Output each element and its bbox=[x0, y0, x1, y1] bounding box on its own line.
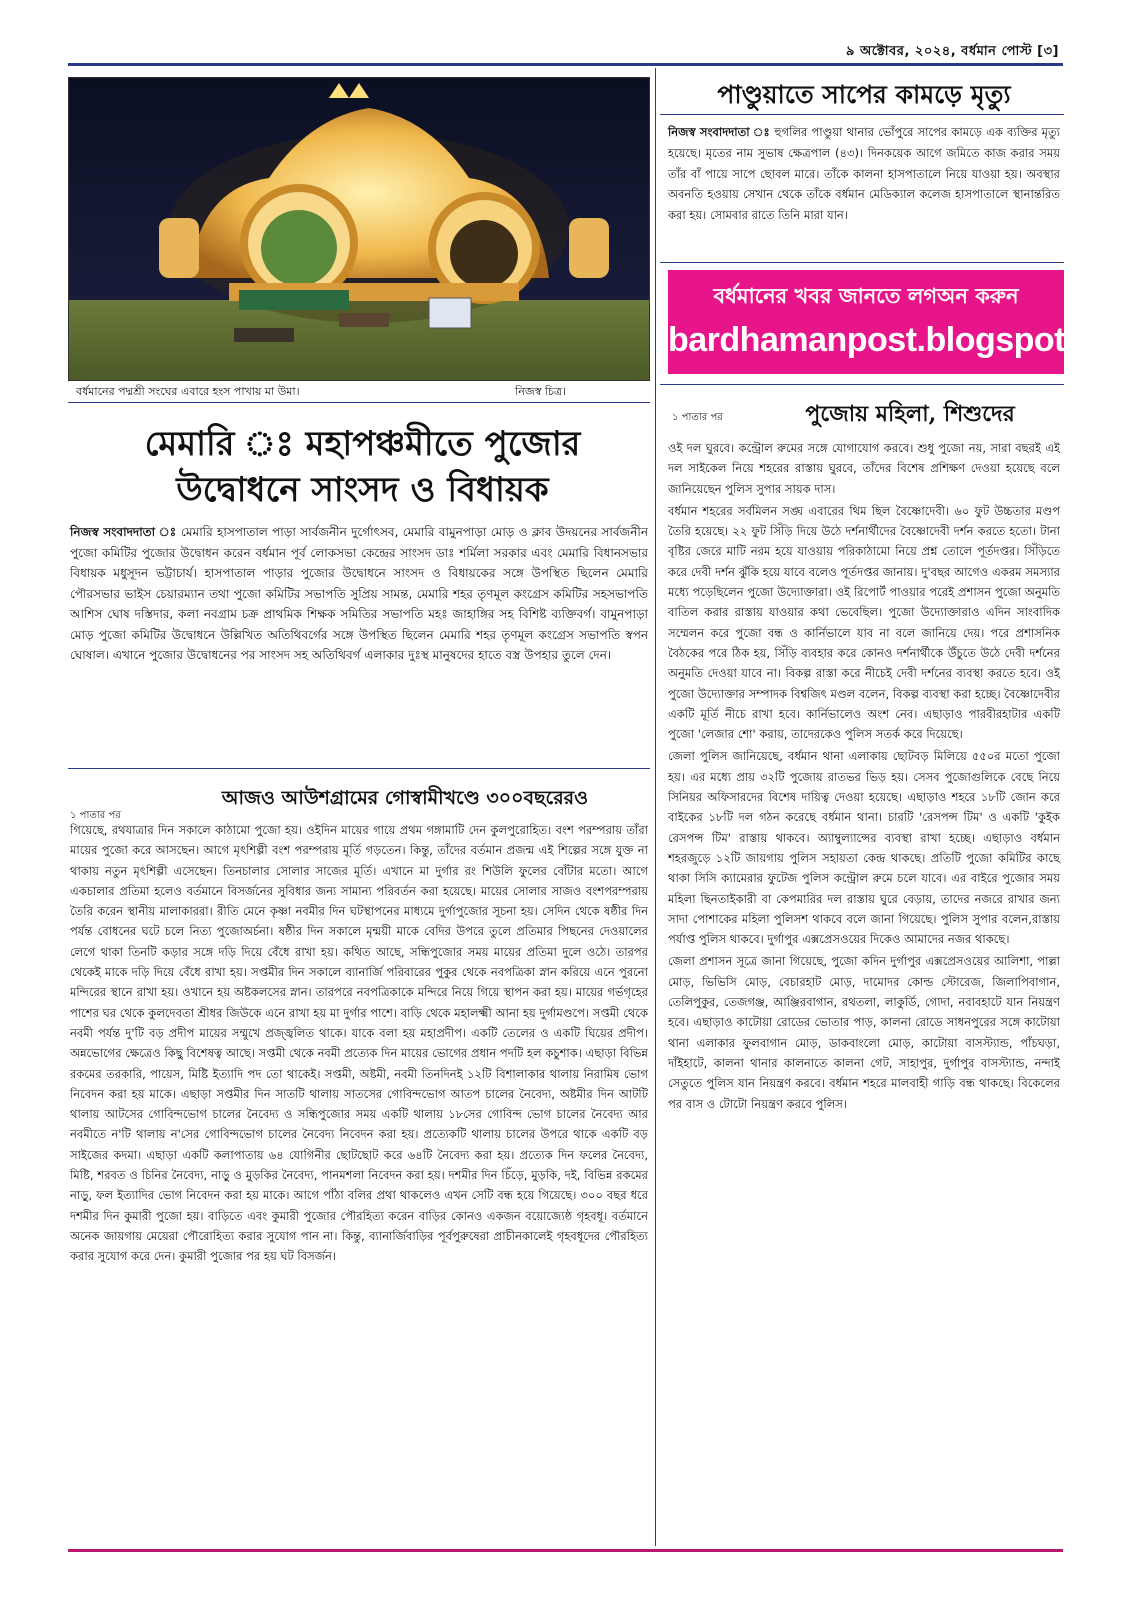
divider bbox=[660, 262, 1064, 263]
story1-body bbox=[70, 522, 648, 666]
divider bbox=[660, 114, 1064, 115]
headline-line: উদ্বোধনে সাংসদ ও বিধায়ক bbox=[176, 470, 549, 510]
pandal-photo bbox=[68, 77, 650, 381]
story1-text: মেমারি হাসপাতাল পাড়া সার্বজনীন দুর্গোৎসব, মেমারি বামুনপাড়া মোড় ও ক্লাব উদয়নের সার্বজনীন পুজো কমিটির পুজোর উদ্বোধন করেন বর্ধমান পূর্ব লোকসভা কেন্দ্রের সাংসদ ডাঃ শর্মিলা সরকার এবং মেমারি বিধানসভার বিধায়ক মধুসূদন ভট্টাচার্য। হাসপাতাল পাড়ার পুজোর উদ্বোধনে সাংসদ ও বিধায়কের সঙ্গে উপস্থিত ছিলেন মেমারি পৌরসভার ভাইস চেয়ারম্যান তথা পুজো কমিটির সভাপতি সুপ্রিয় সামন্ত, মেমারি শহর তৃণমূল কংগ্রেস কমিটির সহসভাপতি আশিস ঘোষ দস্তিদার, কলা নবগ্রাম চক্র প্রাথমিক শিক্ষক সমিতির সভাপতি মহঃ জাহাঙ্গির সহ বিশিষ্ট ব্যক্তিবর্গ। বামুনপাড়া মোড় পুজো কমিটির উদ্বোধনে উল্লিখিত অতিথিবর্গের সঙ্গে উপস্থিত ছিলেন মেমারি শহর তৃণমূল কংগ্রেস সভাপতি স্বপন ঘোষাল। এখানে পুজোর উদ্বোধনের পর সাংসদ সহ অতিথিবর্গ এলাকার দুঃস্থ মানুষদের হাতে বস্ত্র উপহার তুলে দেন। bbox=[70, 525, 648, 662]
paragraph: ওই দল ঘুরবে। কন্ট্রোল রুমের সঙ্গে যোগাযোগ করবে। শুধু পুজো নয়, সারা বছরই এই দল সাইকেল নিয়ে শহরের রাস্তায় ঘুরবে, তাঁদের বিশেষ প্রশিক্ষণ দেওয়া হয়েছে বলে জানিয়েছেন পুলিস সুপার সায়ক দাস। bbox=[668, 441, 1060, 496]
blog-promo-banner[interactable] bbox=[668, 270, 1142, 374]
paragraph: জেলা প্রশাসন সূত্রে জানা গিয়েছে, পুজো কদিন দুর্গাপুর এক্সপ্রেসওয়ের আলিশা, পাল্লা মোড়, ভিভিসি মোড়, বেচারহাট মোড়, দামোদর কোল্ড স্টোরেজ, জিলাপিবাগান, তেলিপুকুর, তেজগঞ্জ, আঞ্জিরবাগান, রথতলা, লাকুর্ডি, গোদা, নবাবহাটে যান নিয়ন্ত্রণ হবে। এছাড়াও কাটোয়া রোডের ভোতার পাড়, কালনা রোডে সাধনপুরের সঙ্গে কাটোয়া থানা এলাকার ফুলবাগান মোড়, ডাকবাংলো মোড়, কাটোয়া বাসস্ট্যান্ড, পাঁচঘড়া, দাঁইহাটে, কালনা থানার কালনাতে কালনা গেট, সাহাপুর, দুর্গাপুর বাসস্ট্যান্ড, নন্দাই সেতুতে পুলিস যান নিয়ন্ত্রণ করবে। বর্ধমান শহরে মালবাহী গাড়ি বন্ধ থাকছে। বিকেলের পর বাস ও টোটো নিয়ন্ত্রণ করবে পুলিস। bbox=[668, 954, 1060, 1111]
divider bbox=[68, 402, 650, 403]
byline: নিজস্ব সংবাদদাতা ঃ bbox=[70, 525, 177, 539]
bottom-rule bbox=[68, 1549, 1063, 1552]
paragraph: জেলা পুলিস জানিয়েছে, বর্ধমান থানা এলাকায় ছোটবড় মিলিয়ে ৫৫০র মতো পুজো হয়। এর মধ্যে প্রায় ৩২টি পুজোয় রাতভর ভিড় হয়। সেসব পুজোগুলিকে বেছে নিয়ে সিনিয়র অফিসারদের বিশেষ দায়িত্ব দেওয়া হয়েছে। এছাড়াও শহরে ১৮টি জোন করে বাইকের ১৮টি দল গঠন করেছে বর্ধমান থানা। চারটি 'রেসপন্স টিম' ও একটি 'কুইক রেসপন্স টিম' রাস্তায় থাকবে। অ্যাম্বুল্যান্সের ব্যবস্থা রাখা হচ্ছে। এছাড়াও বর্ধমান শহরজুড়ে ১২টি জায়গায় পুলিস সহায়তা কেন্দ্র থাকছে। প্রতিটি পুজো কমিটির কাছে থাকা সিসি ক্যামেরার ফুটেজ পুলিস কন্ট্রোল রুমে চলে যাবে। এর বাইরে পুজোর সময় মহিলা ছিনতাইকারী বা কেপমারির দল রাস্তায় ঘুরে বেড়ায়, তাদের নজরে রাখার জন্য সাদা পোশাকের মহিলা পুলিসশ থাকবে বলে জানা গিয়েছে। পুলিস সুপার বলেন,রাস্তায় পর্যাপ্ত পুলিস থাকবে। দুর্গাপুর এক্সপ্রেসওয়ের দিকেও আমাদের নজর থাকছে। bbox=[668, 749, 1060, 947]
divider bbox=[68, 768, 650, 769]
photo-credit: নিজস্ব চিত্র। bbox=[515, 385, 566, 398]
paragraph: বর্ধমান শহরের সর্বমিলন সঙ্ঘ এবারের থিম ছিল বৈষ্ণোদেবী। ৬০ ফুট উচ্চতার মণ্ডপ তৈরি হয়েছে। ২২ ফুট সিঁড়ি দিয়ে উঠে দর্শনার্থীদের বৈষ্ণোদেবী দর্শন করতে হতো। টানা বৃষ্টির জেরে মাটি নরম হয়ে যাওয়ায় পরিকাঠামো নিয়ে প্রশ্ন তোলে পূর্তদপ্তর। সিঁড়িতে করে দেবী দর্শন ঝুঁকি হয়ে যাবে বলেও পূর্তদপ্তর জানায়। দু'বছর আগেও একরম সমস্যার মধ্যে পড়েছিলেন পুজো উদ্যোক্তারা। ওই রিপোর্ট পাওয়ার পরেই প্রশাসন পুজো অনুমতি বাতিল করার রাস্তায় যাওয়ার কথা ভেবেছিল। পুজো উদ্যোক্তারাও এদিন সাংবাদিক সম্মেলন করে পুজো বন্ধ ও কার্নিভালে যাব না বলে জানিয়ে দেয়। পরে প্রশাসনিক বৈঠকের পরে ঠিক হয়, সিঁড়ি ব্যবহার করে কোনও দর্শনার্থীকে উঁচুতে উঠে দেবী দর্শনের অনুমতি দেওয়া যাবে না। বিকল্প রাস্তা করে নীচেই দেবী দর্শনের ব্যবস্থা করতে হবে। ওই পুজো উদ্যোক্তার সম্পাদক বিশ্বজিৎ মণ্ডল বলেন, বিকল্প ব্যবস্থা করা হচ্ছে। বৈষ্ণোদেবীর একটি মূর্তি নীচে রাখা হবে। কার্নিভালেও অংশ নেব। এছাড়াও পারবীরহাটার একটি পুজো 'লেজার শো' করায়, তাদেরকেও পুলিস সতর্ক করে দিয়েছে। bbox=[668, 503, 1060, 742]
page-ref: ১ পাতার পর bbox=[672, 412, 723, 423]
story1-headline bbox=[75, 421, 650, 513]
byline: নিজস্ব সংবাদদাতা ঃ bbox=[668, 125, 771, 139]
story2-headline: আজও আউশগ্রামের গোস্বামীখণ্ডে ৩০০বছরেরও bbox=[221, 787, 589, 809]
masthead: ৯ অক্টোবর, ২০২৪, বর্ধমান পোস্ট [৩] bbox=[846, 44, 1059, 59]
story2-body: গিয়েছে, রথযাত্রার দিন সকালে কাঠামো পুজো হয়। ওইদিন মায়ের গায়ে প্রথম গঙ্গামাটি দেন কুলপুরোহিত। বংশ পরম্পরায় তাঁরা মায়ের পুজো করে আসছেন। আগে মৃৎশিল্পী বংশ পরম্পরায় মূর্তি গড়তেন। কিন্তু, তাঁদের বর্তমান প্রজন্ম এই শিল্পের সঙ্গে যুক্ত না থাকায় নতুন মৃৎশিল্পী এসেছেন। তিনচালার সোলার সাজের মূর্তি। এখানে মা দুর্গার রং শিউলি ফুলের বোঁটার মতো। আগে একচালার প্রতিমা হলেও বর্তমানে বিসর্জনের সুবিধার জন্য সামান্য পরিবর্তন করা হয়েছে। মায়ের সোলার সাজও বংশপরম্পরায় তৈরি করেন স্থানীয় মালাকাররা। রীতি মেনে কৃষ্ণা নবমীর দিন ঘটস্থাপনের মাধ্যমে দুর্গাপুজোর সূচনা হয়। সেদিন থেকে ষষ্ঠীর দিন পর্যন্ত বোধনের ঘটে চলে নিত্য পুজোঅর্চনা। ষষ্ঠীর দিন সকালে মৃন্ময়ী মাকে বেদির উপরে তুলে প্রতিমার পিছনের দেওয়ালের লেগে থাকা তিনটি কড়ার সঙ্গে দড়ি দিয়ে বেঁধে রাখা হয়। কথিত আছে, সন্ধিপুজোর সময় মায়ের প্রতিমা দুলে ওঠে। তারপর থেকেই মাকে দড়ি দিয়ে বেঁধে রাখা হয়। সপ্তমীর দিন সকালে ব্যানার্জি পরিবারের পুকুর থেকে নবপত্রিকা স্নান করিয়ে এনে পুরনো মন্দিরের স্থানে রাখা হয়। ওখানে হয় অষ্টকলসের স্নান। তারপরে নবপত্রিকাকে মন্দিরে নিয়ে গিয়ে স্থাপন করা হয়। মায়ের গর্ভগৃহের পাশের ঘর থেকে কুলদেবতা শ্রীধর জিউকে এনে রাখা হয় মা দুর্গার পাশে। বাড়ি থেকে মহালক্ষ্মী আনা হয় দুর্গামণ্ডপে। সপ্তমী থেকে নবমী পর্যন্ত দু'টি বড় প্রদীপ মায়ের সম্মুখে প্রজ্জ্বলিত থাকে। যাকে বলা হয় মহাপ্রদীপ। একটি তেলের ও একটি ঘিয়ের প্রদীপ। অন্নভোগের ক্ষেত্রেও কিছু বিশেষত্ব আছে। সপ্তমী থেকে নবমী প্রত্যেক দিন মায়ের ভোগের প্রধান পদটি হল কচুশাক। এছাড়া বিভিন্ন রকমের তরকারি, পায়েস, মিষ্টি ইত্যাদি পদ তো থাকেই। সপ্তমী, অষ্টমী, নবমী তিনদিনই ১২টি বিশালাকার থালায় নিরামিষ ভোগ নিবেদন করা হয় মাকে। এছাড়া সপ্তমীর দিন সাতটি থালায় সাতসের গোবিন্দভোগ আতপ চালের নৈবেদ্য, অষ্টমীর দিন আটটি থালায় আটসের গোবিন্দভোগ চালের নৈবেদ্য ও সন্ধিপুজোর সময় একটি থালায় ১৮সের গোবিন্দ ভোগ চালের নৈবেদ্য আর নবমীতে ন'টি থালায় ন'সের গোবিন্দভোগ চালের নৈবেদ্য নিবেদন করা হয়। প্রত্যেকটি থালায় চালের উপরে থাকে একটি বড় সাইজের কদমা। এছাড়া একটি কলাপাতায় ৬৪ যোগিনীর ছোটছোট করে ৬৪টি নৈবেদ্য করা হয়। প্রত্যেক দিন ফলের নৈবেদ্য, মিষ্টি, শরবত ও চিনির নৈবেদ্য, নাড়ু ও মুড়কির নৈবেদ্য, পানমশলা নিবেদন করা হয়। দশমীর দিন চিঁড়ে, মুড়কি, দই, বিভিন্ন রকমের নাড়ু, ফল ইত্যাদির ভোগ নিবেদন করা হয় মাকে। আগে পাঁঠা বলির প্রথা থাকলেও এখন সেটি বন্ধ হয়ে গিয়েছে। ৩০০ বছর ধরে দশমীর দিন কুমারী পুজো হয়। বাড়িতে এবং কুমারী পুজোর পৌরহিত্য করেন বাড়ির কোনও একজন বয়োজ্যেষ্ঠ গৃহবধূ। বর্তমানে অনেক জায়গায় মেয়েরা পৌরোহিত্য করার সুযোগ পান না। কিন্তু, ব্যানার্জিবাড়ির পূর্বপুরুষেরা প্রাচীনকালেই গৃহবধূদের পৌরহিত্য করার সুযোগ করে দেন। কুমারী পুজোর পর হয় ঘট বিসর্জন। bbox=[70, 823, 648, 1264]
column-divider bbox=[655, 68, 656, 1546]
story3-headline: পাণ্ডুয়াতে সাপের কামড়ে মৃত্যু bbox=[717, 80, 1011, 109]
page-ref: ১ পাতার পর bbox=[70, 810, 121, 821]
story3-text: হুগলির পাণ্ডুয়া থানার ভোঁপুরে সাপের কামড়ে এক ব্যক্তির মৃত্যু হয়েছে। মৃতের নাম সুভাষ ক্ষেত্রপাল (৪৩)। দিনকয়েক আগে জমিতে কাজ করার সময় তাঁর বাঁ পায়ে সাপে ছোবল মারে। তাঁকে কালনা হাসপাতালে নিয়ে যাওয়া হয়। অবস্থার অবনতি হওয়ায় সেখান থেকে তাঁকে বর্ধমান মেডিক্যাল কলেজ হাসপাতালে স্থানান্তরিত করা হয়। সোমবার রাতে তিনি মারা যান। bbox=[668, 125, 1061, 223]
divider bbox=[660, 384, 1064, 385]
caption-text: বর্ধমানের পদ্মশ্রী সংঘের এবারে হংস পাখায় মা উমা। bbox=[76, 385, 300, 398]
promo-line1: বর্ধমানের খবর জানতে লগঅন করুন bbox=[713, 284, 1019, 308]
top-rule bbox=[68, 63, 1063, 66]
story4-body bbox=[668, 438, 1060, 1116]
promo-url[interactable]: bardhamanpost.blogspot.com bbox=[668, 321, 1142, 359]
photo-caption bbox=[76, 383, 636, 402]
story3-body bbox=[668, 122, 1060, 226]
story4-headline: পুজোয় মহিলা, শিশুদের bbox=[805, 401, 1015, 427]
headline-line: মেমারি ঃ মহাপঞ্চমীতে পুজোর bbox=[144, 424, 581, 464]
